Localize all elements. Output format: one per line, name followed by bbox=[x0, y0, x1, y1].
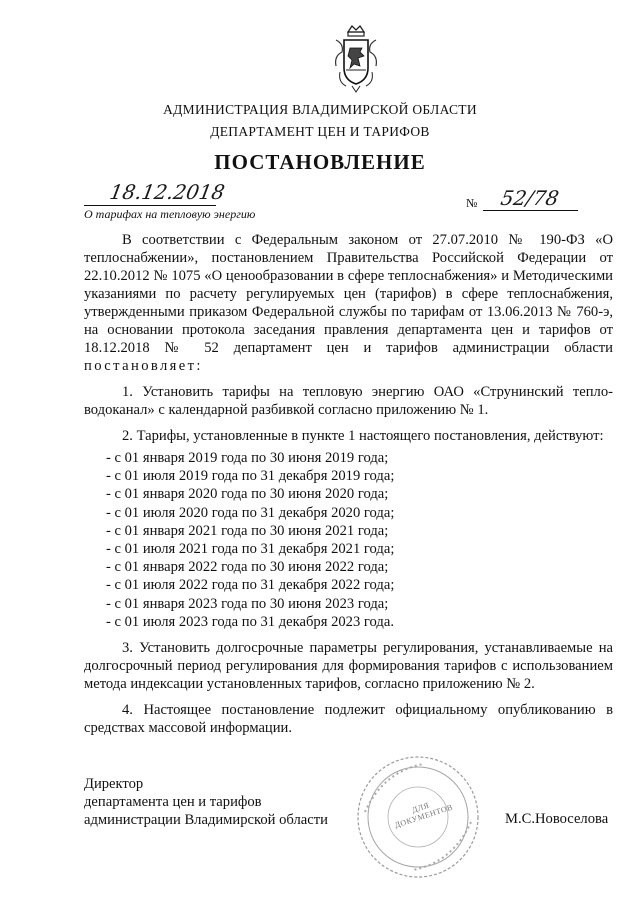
signatory-administration: администрации Владимирской области bbox=[84, 812, 328, 828]
item-3: 3. Установить долгосрочные параметры регулирования, устанавливаемые на долгосрочный период регулирования для формирования тарифов с использованием метода индексации установленных тарифов, согласно приложению № 2. bbox=[84, 640, 613, 693]
period-item: - с 01 января 2020 года по 30 июня 2020 года; bbox=[106, 486, 389, 503]
period-item: - с 01 июля 2022 года по 31 декабря 2022 года; bbox=[106, 577, 395, 594]
period-item: - с 01 января 2019 года по 30 июня 2019 года; bbox=[106, 450, 389, 466]
period-item: - с 01 июля 2023 года по 31 декабря 2023 года. bbox=[106, 613, 394, 630]
signatory-department: департамента цен и тарифов bbox=[84, 794, 262, 810]
document-title: ПОСТАНОВЛЕНИЕ bbox=[214, 150, 426, 174]
preamble-text: В соответствии с Федеральным законом от 27.07.2010 № 190-ФЗ «О теплоснабжении», постановлением Правительства Российской Федерации от 22.10.2012 № 1075 «О ценообразовании в сфере теплоснабжения» и Методическими указаниями по расчету регулируемых цен (тарифов) в сфере теплоснабжения, утвержденными приказом Федеральной службы по тарифам от 13.06.2013 № 760-э, на основании протокола заседания правления департамента цен и тарифов от 18.12.2018 № 52 департамент цен и тарифов администрации области bbox=[84, 232, 613, 356]
preamble-paragraph bbox=[84, 231, 613, 375]
validity-periods-list bbox=[84, 449, 613, 631]
period-item: - с 01 января 2021 года по 30 июня 2021 года; bbox=[106, 522, 389, 539]
document-date: 18.12.2018 bbox=[107, 180, 227, 204]
period-item: - с 01 июля 2021 года по 31 декабря 2021 года; bbox=[106, 541, 395, 558]
stamp-label: ДЛЯ ДОКУМЕНТОВ bbox=[393, 800, 455, 830]
item-1: 1. Установить тарифы на тепловую энергию ОАО «Струнинский тепло-водоканал» с календарной разбивкой согласно приложению № 1. bbox=[84, 384, 613, 418]
document-subject: О тарифах на тепловую энергию bbox=[84, 207, 256, 221]
document-body bbox=[84, 231, 613, 737]
number-underline bbox=[483, 210, 578, 211]
department-name: ДЕПАРТАМЕНТ ЦЕН И ТАРИФОВ bbox=[210, 124, 430, 139]
period-item: - с 01 июля 2019 года по 31 декабря 2019 года; bbox=[106, 468, 395, 485]
period-item: - с 01 июля 2020 года по 31 декабря 2020 года; bbox=[106, 504, 395, 521]
document-number: 52/78 bbox=[498, 186, 561, 210]
date-underline bbox=[84, 205, 216, 206]
decree-word: постановляет: bbox=[84, 358, 203, 374]
item-4: 4. Настоящее постановление подлежит официальному опубликованию в средствах массовой информации. bbox=[84, 702, 613, 737]
item-2: 2. Тарифы, установленные в пункте 1 настоящего постановления, действуют: bbox=[122, 428, 604, 444]
signatory-block bbox=[84, 775, 328, 829]
coat-of-arms-emblem bbox=[330, 22, 382, 94]
organization-name: АДМИНИСТРАЦИЯ ВЛАДИМИРСКОЙ ОБЛАСТИ bbox=[163, 102, 477, 117]
signatory-name: М.С.Новоселова bbox=[505, 811, 609, 827]
number-label: № bbox=[466, 196, 478, 210]
period-item: - с 01 января 2023 года по 30 июня 2023 года; bbox=[106, 595, 389, 612]
period-item: - с 01 января 2022 года по 30 июня 2022 года; bbox=[106, 559, 389, 576]
signatory-position: Директор bbox=[84, 776, 144, 792]
